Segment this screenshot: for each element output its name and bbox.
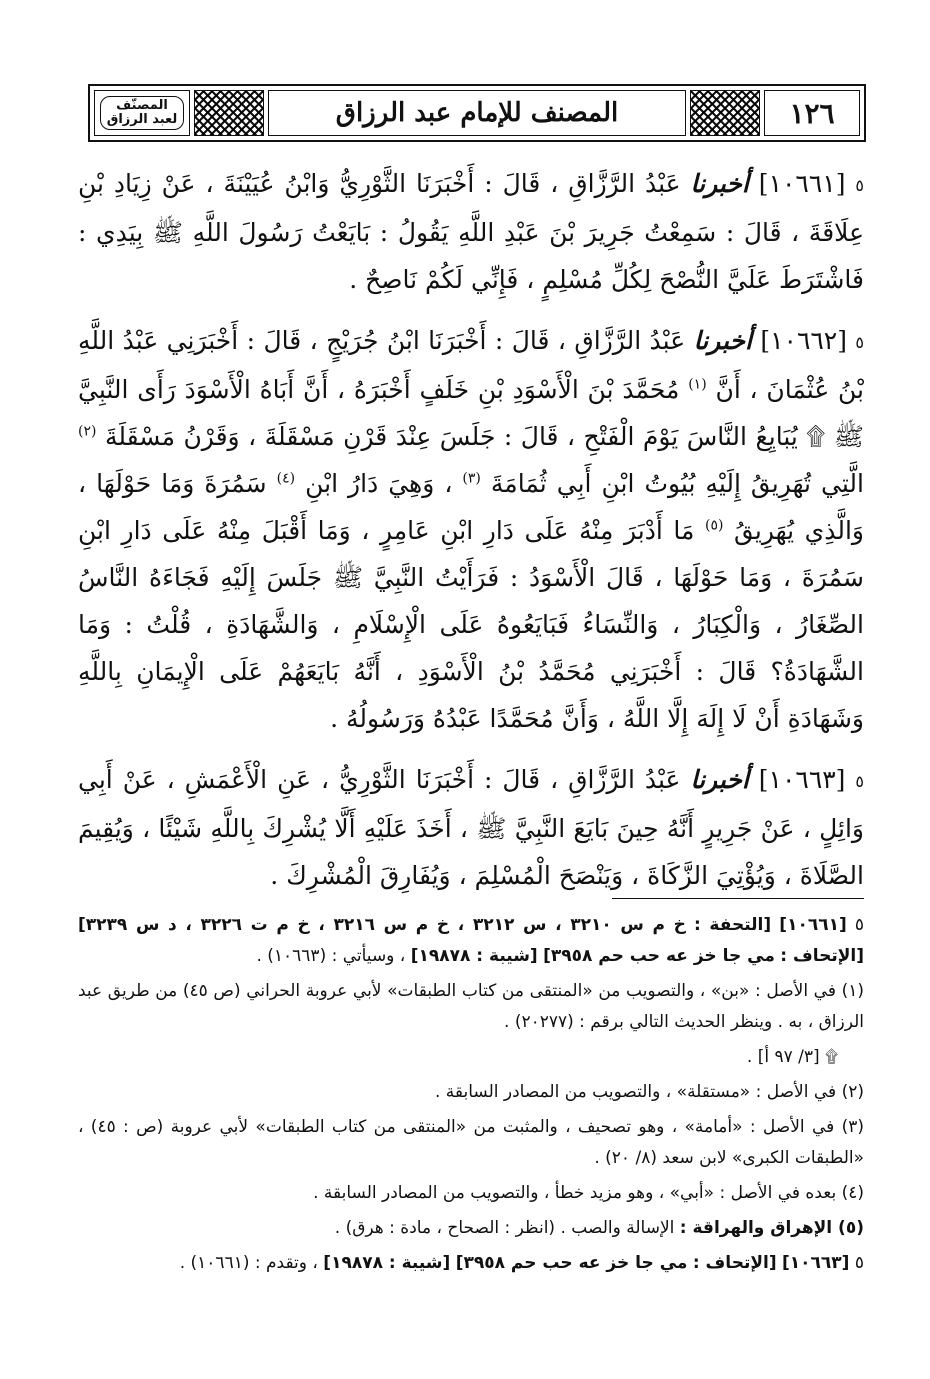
hadith-number: [١٠٦٦٣] (758, 765, 846, 794)
fn5-label: (٥) الإهراق والهراقة : (679, 1218, 864, 1238)
hadith-number: [١٠٦٦١] (758, 169, 846, 198)
akhbarana-abbrev: أخبرنا (693, 326, 752, 355)
hadith-marker: ٥ (855, 333, 865, 352)
footnote-ref-2[interactable]: (٢) (78, 423, 97, 440)
book-seal-frame (100, 96, 185, 131)
book-seal (94, 90, 190, 136)
hadith-marker: ٥ (855, 176, 865, 195)
footnote-ref-4[interactable]: (٤) (276, 470, 296, 487)
fn-marker: ٥ (854, 915, 865, 935)
hadith-marker: ٥ (855, 772, 865, 791)
book-seal-line2: لعبد الرزاق (106, 112, 178, 127)
fn-number: [١٠٦٦١] (779, 915, 847, 935)
footnote-4: (٤) بعده في الأصل : «أبي» ، وهو مزيد خطأ ، والتصويب من المصادر السابقة . (313, 1183, 864, 1203)
footnote-10663-sources (78, 1248, 864, 1279)
footnote-ref-3[interactable]: (٣) (462, 470, 481, 487)
fn-number: [١٠٦٦٣] (782, 1253, 850, 1273)
book-seal-line1: المصنّف (116, 97, 168, 113)
footnote-divider (612, 898, 864, 899)
hadith-text-part: عَبْدُ الرَّزَّاقِ ، قَالَ : أَخْبَرَنَا ابْنُ جُرَيْجٍ ، قَالَ : أَخْبَرَنِي عَبْدُ اللَّهِ بْنُ عُثْمَانَ ، أَنَّ (78, 326, 865, 404)
hadith-text: عَبْدُ الرَّزَّاقِ ، قَالَ : أَخْبَرَنَا الثَّوْرِيُّ ، عَنِ الْأَعْمَشِ ، عَنْ أَبِي وَائِلٍ ، عَنْ جَرِيرٍ أَنَّهُ حِينَ بَايَعَ النَّبِيَّ ﷺ ، أَخَذَ عَلَيْهِ أَلَّا يُشْرِكَ بِاللَّهِ شَيْئًا ، وَيُقِيمَ الصَّلَاةَ ، وَيُؤْتِيَ الزَّكَاةَ ، وَيَنْصَحَ الْمُسْلِمَ ، وَيُفَارِقَ الْمُشْرِكَ . (78, 765, 864, 890)
footnote-ref-1[interactable]: (١) (688, 376, 707, 393)
footnote-5 (78, 1213, 864, 1244)
hadith-text-part: مَا أَدْبَرَ مِنْهُ عَلَى دَارِ ابْنِ عَامِرٍ ، وَمَا أَقْبَلَ مِنْهُ عَلَى دَارِ ابْنِ سَمُرَةَ ، وَمَا حَوْلَهَا ، قَالَ الْأَسْوَدُ : فَرَأَيْتُ النَّبِيَّ ﷺ جَلَسَ إِلَيْهِ فَجَاءَهُ النَّاسُ الصِّغَارُ ، وَالْكِبَارُ ، وَالنِّسَاءُ فَبَايَعُوهُ عَلَى الْإِسْلَامِ ، وَالشَّهَادَةِ ، قُلْتُ : وَمَا الشَّهَادَةُ؟ قَالَ : أَخْبَرَنِي مُحَمَّدُ بْنُ الْأَسْوَدِ ، أَنَّهُ بَايَعَهُمْ عَلَى الْإِيمَانِ بِاللَّهِ وَشَهَادَةِ أَنْ لَا إِلَهَ إِلَّا اللَّهُ ، وَأَنَّ مُحَمَّدًا عَبْدُهُ وَرَسُولُهُ . (78, 516, 864, 733)
hadith-text-part: الَّتِي تُهَرِيقُ إِلَيْهِ بُيُوتُ ابْنِ أَبِي ثُمَامَةَ (490, 469, 864, 498)
fn-tuhfa: خ م س ٣٢١٠ ، س ٣٢١٢ ، خ م س ٣٢١٦ ، خ م ت ٣٢٢٦ ، د س ٣٢٣٩] (78, 915, 686, 935)
fn-tuhfa-label: [التحفة : (693, 915, 772, 935)
fn-ithaf: مي جا خز عه حب حم ٣٩٥٨] (543, 946, 775, 966)
fn-rest: ، وتقدم : (١٠٦٦١) . (179, 1253, 318, 1273)
akhbarana-abbrev: أخبرنا (690, 765, 749, 794)
header-ornament-right (690, 90, 760, 136)
hadith-10663 (78, 756, 864, 899)
page-number: ١٢٦ (764, 90, 860, 136)
main-text (78, 160, 864, 913)
header-ornament-left (194, 90, 264, 136)
running-title: المصنف للإمام عبد الرزاق (268, 90, 686, 136)
footnote-manuscript-ref: ۩ [٣/ ٩٧ أ] . (746, 1047, 838, 1067)
hadith-text: عَبْدُ الرَّزَّاقِ ، قَالَ : أَخْبَرَنَا الثَّوْرِيُّ وَابْنُ عُيَيْنَةَ ، عَنْ زِيَادِ بْنِ عِلَاقَةَ ، قَالَ : سَمِعْتُ جَرِيرَ بْنَ عَبْدِ اللَّهِ يَقُولُ : بَايَعْتُ رَسُولَ اللَّهِ ﷺ بِيَدِي : فَاشْتَرَطَ عَلَيَّ النُّصْحَ لِكُلِّ مُسْلِمٍ ، فَإِنِّي لَكُمْ نَاصِحٌ . (78, 169, 864, 294)
footnote-2: (٢) في الأصل : «مستقلة» ، والتصويب من المصادر السابقة . (434, 1082, 864, 1102)
fn-shayba: [شيبة : ١٩٨٧٨] (410, 946, 538, 966)
footnote-1: (١) في الأصل : «بن» ، والتصويب من «المنتقى من كتاب الطبقات» لأبي عروبة الحراني (ص ٤٥) من طريق عبد الرزاق ، به . وينظر الحديث التالي برقم : (٢٠٢٧٧) . (78, 981, 864, 1032)
fn-ithaf-label: [الإتحاف : (692, 1253, 777, 1273)
hadith-text-part: مُحَمَّدَ بْنَ الْأَسْوَدِ بْنِ خَلَفٍ أَخْبَرَهُ ، أَنَّ أَبَاهُ الْأَسْوَدَ رَأَى النَّبِيَّ ﷺ ۩ يُبَايِعُ النَّاسَ يَوْمَ الْفَتْحِ ، قَالَ : جَلَسَ عِنْدَ قَرْنِ مَسْقَلَةَ ، وَقَرْنُ مَسْقَلَةَ (78, 375, 864, 451)
fn-shayba: [شيبة : ١٩٨٧٨] (323, 1253, 451, 1273)
fn-marker: ٥ (854, 1253, 864, 1273)
hadith-text-part: ، وَهِيَ دَارُ ابْنِ (305, 469, 453, 498)
hadith-text-part: سَمُرَةَ وَمَا حَوْلَهَا ، وَالَّذِي يُهَرِيقُ (78, 469, 864, 545)
footnote-10661-sources (78, 910, 864, 972)
footnote-3: (٣) في الأصل : «أمامة» ، وهو تصحيف ، والمثبت من «المنتقى من كتاب الطبقات» لأبي عروبة (ص : ٤٥) ، «الطبقات الكبرى» لابن سعد (٨/ ٢٠) . (78, 1117, 864, 1168)
fn5-text: الإسالة والصب . (انظر : الصحاح ، مادة : هرق) . (334, 1218, 675, 1238)
footnote-ref-5[interactable]: (٥) (704, 517, 724, 534)
page-header (88, 84, 866, 142)
hadith-10662 (78, 317, 864, 742)
hadith-number: [١٠٦٦٢] (760, 326, 847, 355)
fn-ithaf-label: [الإتحاف : (780, 946, 864, 966)
fn-rest: ، وسيأتي : (١٠٦٦٣) . (256, 946, 406, 966)
fn-ithaf: مي جا خز عه حب حم ٣٩٥٨] (455, 1253, 688, 1273)
footnotes (78, 910, 864, 1283)
hadith-10661 (78, 160, 864, 303)
akhbarana-abbrev: أخبرنا (690, 169, 749, 198)
